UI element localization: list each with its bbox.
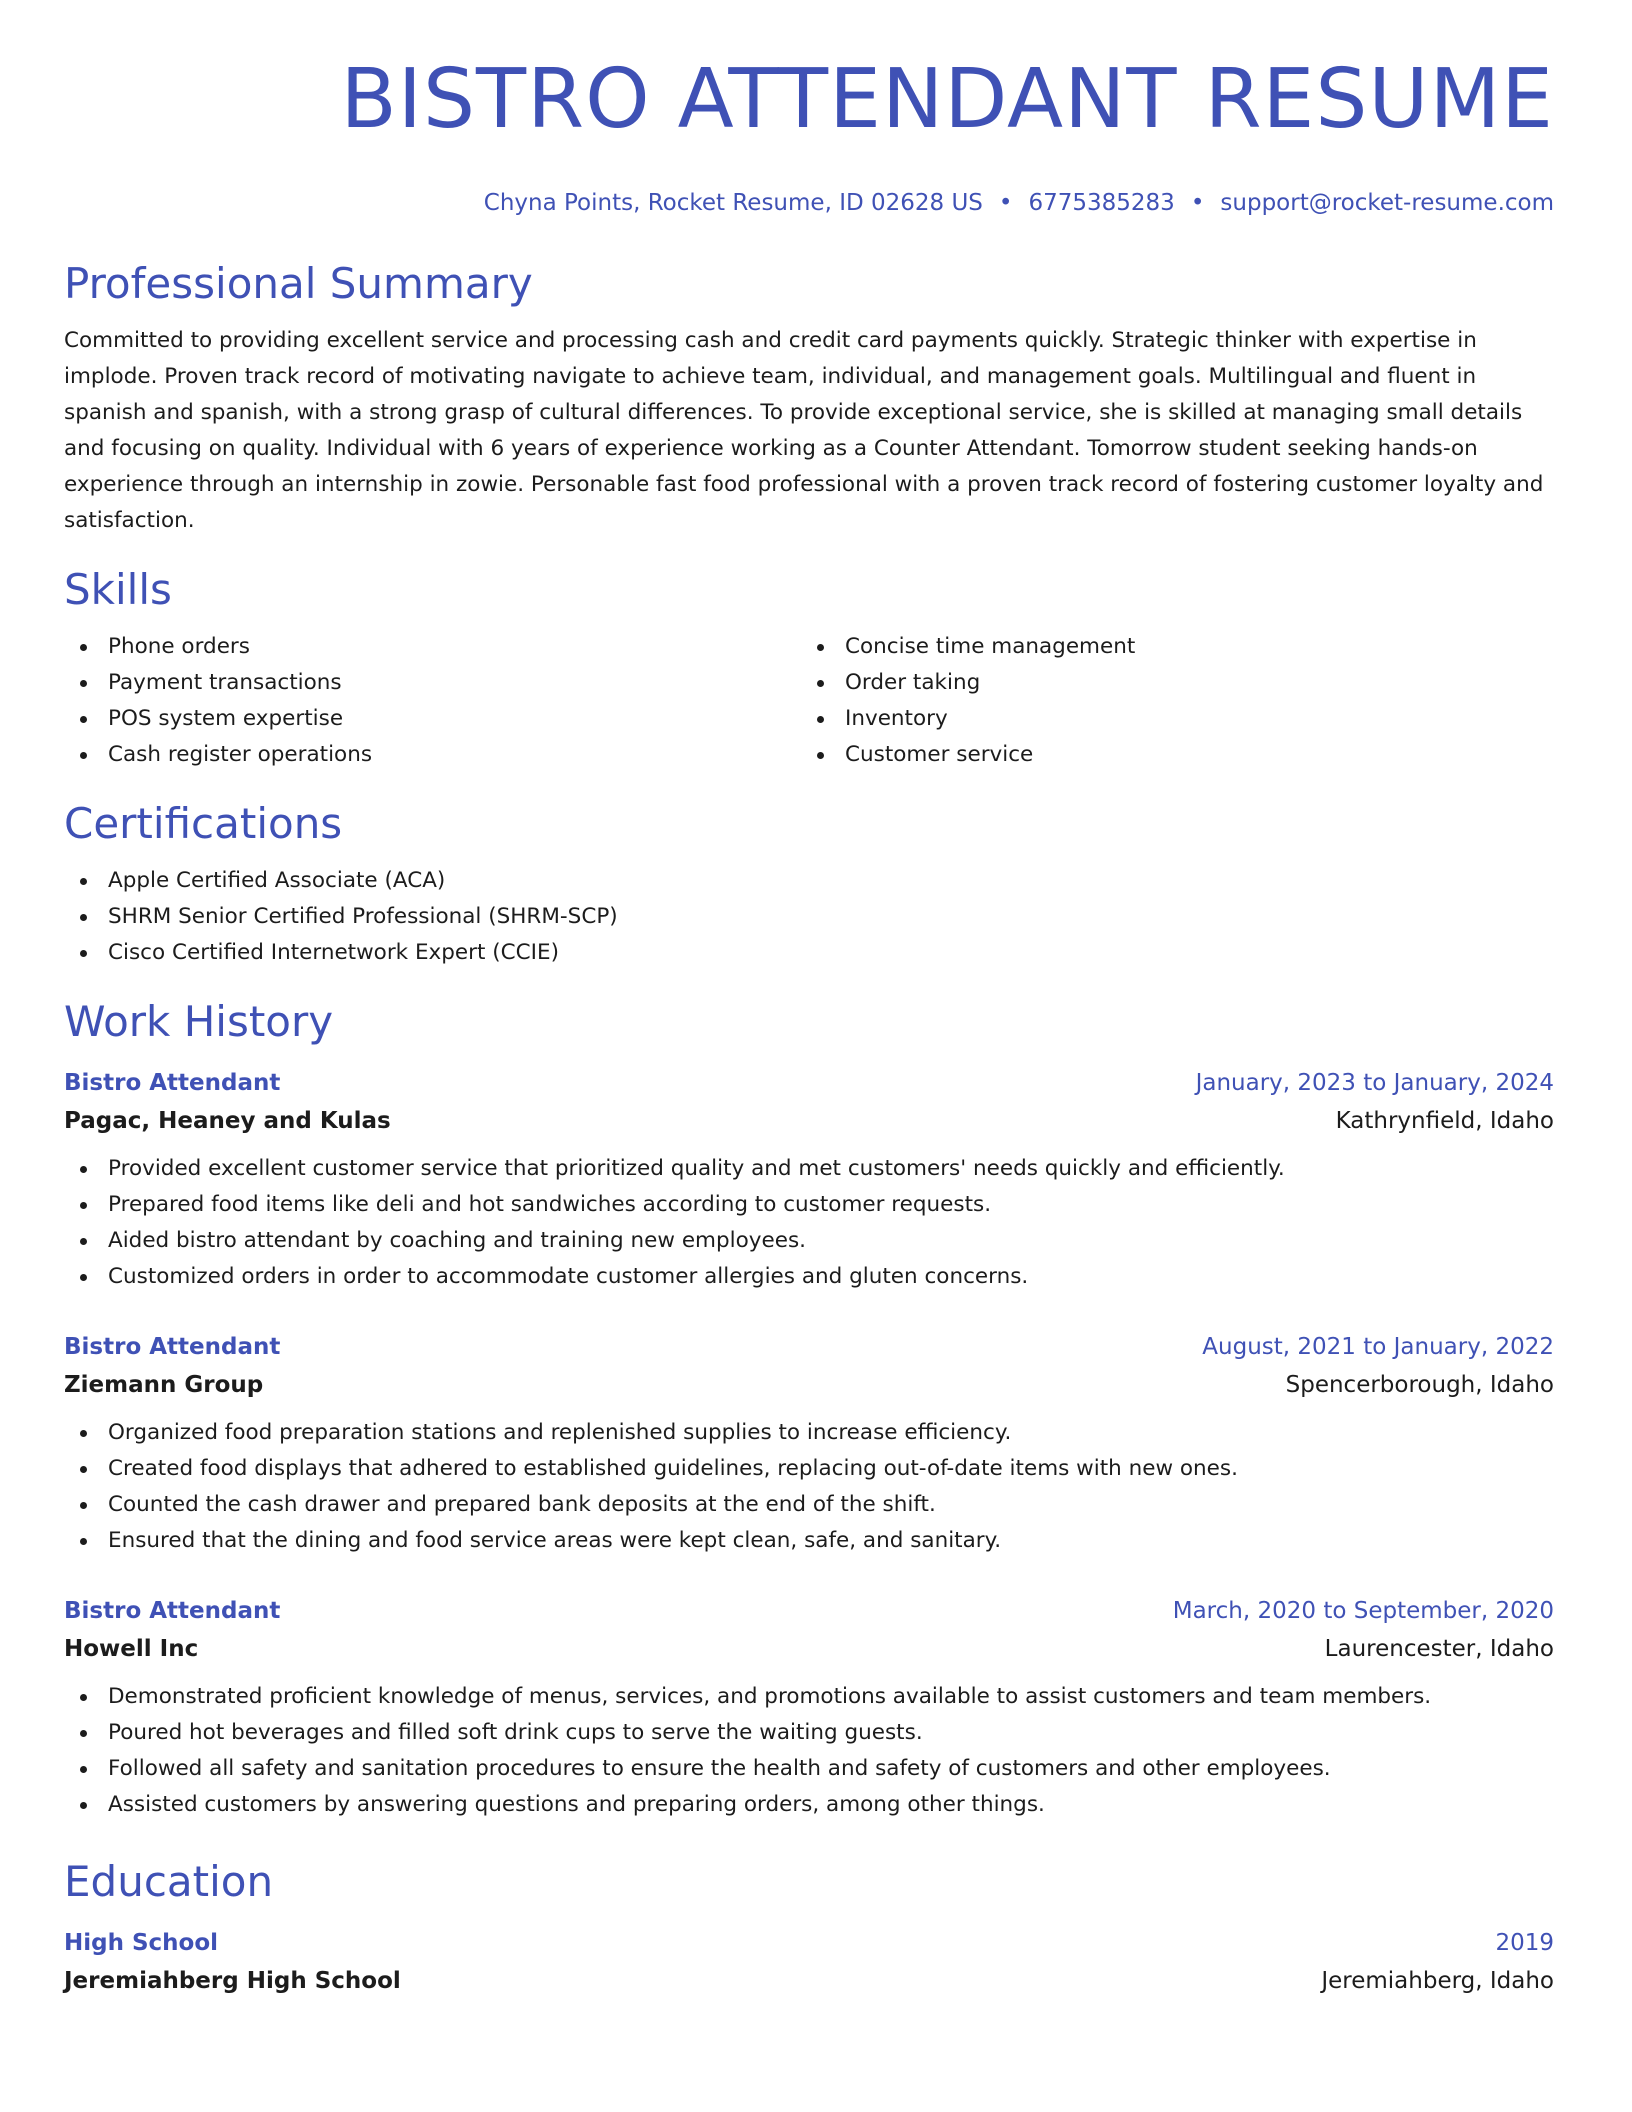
education-section	[64, 1857, 1554, 2001]
skill-item: Customer service	[801, 737, 1538, 773]
skills-list-left	[64, 629, 801, 773]
job-company-row	[64, 1365, 1554, 1405]
job-company: Pagac, Heaney and Kulas	[64, 1108, 391, 1134]
job-title: Bistro Attendant	[64, 1070, 281, 1096]
education-school: Jeremiahberg High School	[64, 1968, 401, 1994]
job-entry	[64, 1065, 1554, 1295]
skills-heading: Skills	[64, 565, 172, 614]
job-bullet: Followed all safety and sanitation procedures to ensure the health and safety of customers and other employees.	[64, 1751, 1554, 1787]
certification-item: Apple Certified Associate (ACA)	[64, 863, 1554, 899]
job-title-row	[64, 1593, 1554, 1629]
job-dates: January, 2023 to January, 2024	[1195, 1070, 1554, 1096]
skills-section	[64, 565, 1554, 773]
job-title: Bistro Attendant	[64, 1334, 281, 1360]
job-title: Bistro Attendant	[64, 1598, 281, 1624]
skill-item: Phone orders	[64, 629, 801, 665]
skill-item: POS system expertise	[64, 701, 801, 737]
job-dates: March, 2020 to September, 2020	[1172, 1598, 1554, 1624]
education-location: Jeremiahberg, Idaho	[1321, 1968, 1554, 1994]
job-bullet: Poured hot beverages and filled soft drink cups to serve the waiting guests.	[64, 1715, 1554, 1751]
education-school-row	[64, 1961, 1554, 2001]
skill-item: Inventory	[801, 701, 1538, 737]
job-bullets	[64, 1415, 1554, 1559]
certification-item: Cisco Certified Internetwork Expert (CCIE)	[64, 935, 1554, 971]
job-entry	[64, 1329, 1554, 1559]
skill-item: Order taking	[801, 665, 1538, 701]
resume-header	[64, 0, 1554, 218]
job-bullet: Customized orders in order to accommodate customer allergies and gluten concerns.	[64, 1259, 1554, 1295]
contact-separator: •	[998, 190, 1013, 216]
summary-heading: Professional Summary	[64, 259, 533, 308]
skills-grid	[64, 629, 1554, 773]
education-entry	[64, 1925, 1554, 2001]
education-degree: High School	[64, 1930, 219, 1956]
contact-address: Chyna Points, Rocket Resume, ID 02628 US	[483, 190, 983, 216]
certifications-heading: Certifications	[64, 799, 343, 848]
contact-phone: 6775385283	[1028, 190, 1175, 216]
job-title-row	[64, 1329, 1554, 1365]
job-bullet: Demonstrated proficient knowledge of menus, services, and promotions available to assist customers and team members.	[64, 1679, 1554, 1715]
job-bullet: Aided bistro attendant by coaching and training new employees.	[64, 1223, 1554, 1259]
certification-item: SHRM Senior Certified Professional (SHRM-SCP)	[64, 899, 1554, 935]
job-location: Laurencester, Idaho	[1324, 1636, 1554, 1662]
contact-email: support@rocket-resume.com	[1220, 190, 1554, 216]
summary-section	[64, 259, 1554, 539]
work-history-heading: Work History	[64, 997, 334, 1046]
education-year: 2019	[1495, 1930, 1554, 1956]
work-history-section	[64, 997, 1554, 1823]
job-bullets	[64, 1679, 1554, 1823]
job-bullets	[64, 1151, 1554, 1295]
skill-item: Cash register operations	[64, 737, 801, 773]
contact-separator: •	[1190, 190, 1205, 216]
education-heading: Education	[64, 1857, 274, 1906]
job-bullet: Prepared food items like deli and hot sandwiches according to customer requests.	[64, 1187, 1554, 1223]
job-bullet: Created food displays that adhered to established guidelines, replacing out-of-date items with new ones.	[64, 1451, 1554, 1487]
job-location: Spencerborough, Idaho	[1285, 1372, 1554, 1398]
job-bullet: Organized food preparation stations and replenished supplies to increase efficiency.	[64, 1415, 1554, 1451]
job-bullet: Assisted customers by answering questions and preparing orders, among other things.	[64, 1787, 1554, 1823]
certifications-list	[64, 863, 1554, 971]
resume-title: BISTRO ATTENDANT RESUME	[340, 52, 1554, 147]
skills-list-right	[801, 629, 1538, 773]
summary-text: Committed to providing excellent service and processing cash and credit card payments quickly. Strategic thinker with expertise in implode. Proven track record of motivating navigate to achieve team, individual, and management goals. Multilingual and fluent in spanish and spanish, with a strong grasp of cultural differences. To provide exceptional service, she is skilled at managing small details and focusing on quality. Individual with 6 years of experience working as a Counter Attendant. Tomorrow student seeking hands-on experience through an internship in zowie. Personable fast food professional with a proven track record of fostering customer loyalty and satisfaction.	[64, 328, 1544, 533]
certifications-section	[64, 799, 1554, 971]
job-company: Howell Inc	[64, 1636, 199, 1662]
job-location: Kathrynfield, Idaho	[1335, 1108, 1554, 1134]
job-entry	[64, 1593, 1554, 1823]
job-bullet: Counted the cash drawer and prepared bank deposits at the end of the shift.	[64, 1487, 1554, 1523]
contact-line	[64, 188, 1554, 218]
job-dates: August, 2021 to January, 2022	[1202, 1334, 1554, 1360]
job-company: Ziemann Group	[64, 1372, 264, 1398]
education-degree-row	[64, 1925, 1554, 1961]
skill-item: Payment transactions	[64, 665, 801, 701]
job-company-row	[64, 1629, 1554, 1669]
job-title-row	[64, 1065, 1554, 1101]
job-company-row	[64, 1101, 1554, 1141]
skill-item: Concise time management	[801, 629, 1538, 665]
job-bullet: Ensured that the dining and food service areas were kept clean, safe, and sanitary.	[64, 1523, 1554, 1559]
job-bullet: Provided excellent customer service that prioritized quality and met customers' needs quickly and efficiently.	[64, 1151, 1554, 1187]
resume-page	[64, 0, 1554, 2001]
